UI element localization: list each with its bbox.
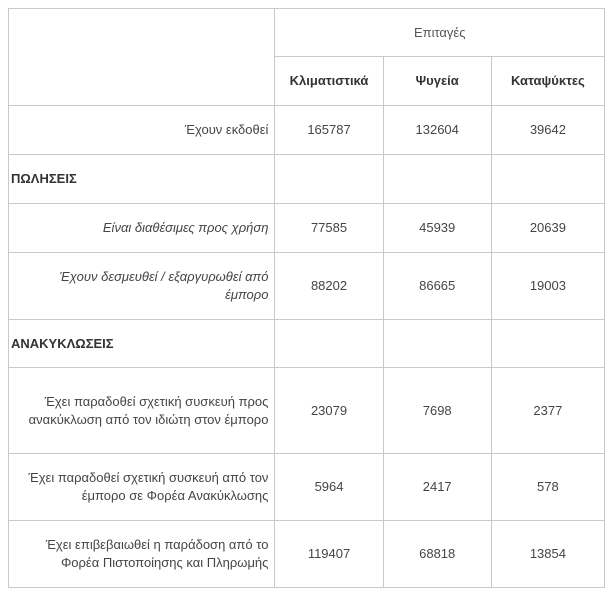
row-label: Έχει παραδοθεί σχετική συσκευή από τον έμπορο σε Φορέα Ανακύκλωσης [9, 454, 275, 521]
column-header-refrigerators: Ψυγεία [383, 57, 491, 106]
table-row [9, 204, 605, 253]
cell-value: 77585 [275, 204, 383, 253]
cell-value: 39642 [491, 106, 604, 155]
cell-value: 68818 [383, 521, 491, 588]
section-row-recycling [9, 320, 605, 368]
cell-value: 13854 [491, 521, 604, 588]
row-label: Έχουν εκδοθεί [9, 106, 275, 155]
empty-cell [383, 320, 491, 368]
vouchers-table-container [8, 8, 605, 588]
cell-value: 132604 [383, 106, 491, 155]
empty-cell [491, 155, 604, 204]
header-row-group [9, 9, 605, 57]
row-label: Έχουν δεσμευθεί / εξαργυρωθεί από έμπορο [9, 253, 275, 320]
cell-value: 20639 [491, 204, 604, 253]
group-header-cell: Επιταγές [275, 9, 605, 57]
cell-value: 578 [491, 454, 604, 521]
cell-value: 165787 [275, 106, 383, 155]
cell-value: 7698 [383, 368, 491, 454]
vouchers-table [8, 8, 605, 588]
table-row [9, 454, 605, 521]
row-label: Έχει παραδοθεί σχετική συσκευή προς ανακύκλωση από τον ιδιώτη στον έμπορο [9, 368, 275, 454]
cell-value: 23079 [275, 368, 383, 454]
column-header-freezers: Καταψύκτες [491, 57, 604, 106]
empty-corner-cell [9, 9, 275, 106]
column-header-air-conditioners: Κλιματιστικά [275, 57, 383, 106]
cell-value: 88202 [275, 253, 383, 320]
section-title: ΑΝΑΚΥΚΛΩΣΕΙΣ [9, 320, 275, 368]
cell-value: 86665 [383, 253, 491, 320]
empty-cell [275, 320, 383, 368]
table-row [9, 368, 605, 454]
cell-value: 119407 [275, 521, 383, 588]
table-row-issued [9, 106, 605, 155]
empty-cell [491, 320, 604, 368]
table-row [9, 521, 605, 588]
cell-value: 19003 [491, 253, 604, 320]
section-title: ΠΩΛΗΣΕΙΣ [9, 155, 275, 204]
cell-value: 2377 [491, 368, 604, 454]
row-label: Έχει επιβεβαιωθεί η παράδοση από το Φορέα Πιστοποίησης και Πληρωμής [9, 521, 275, 588]
section-row-sales [9, 155, 605, 204]
cell-value: 45939 [383, 204, 491, 253]
row-label: Είναι διαθέσιμες προς χρήση [9, 204, 275, 253]
empty-cell [275, 155, 383, 204]
cell-value: 2417 [383, 454, 491, 521]
cell-value: 5964 [275, 454, 383, 521]
table-row [9, 253, 605, 320]
empty-cell [383, 155, 491, 204]
